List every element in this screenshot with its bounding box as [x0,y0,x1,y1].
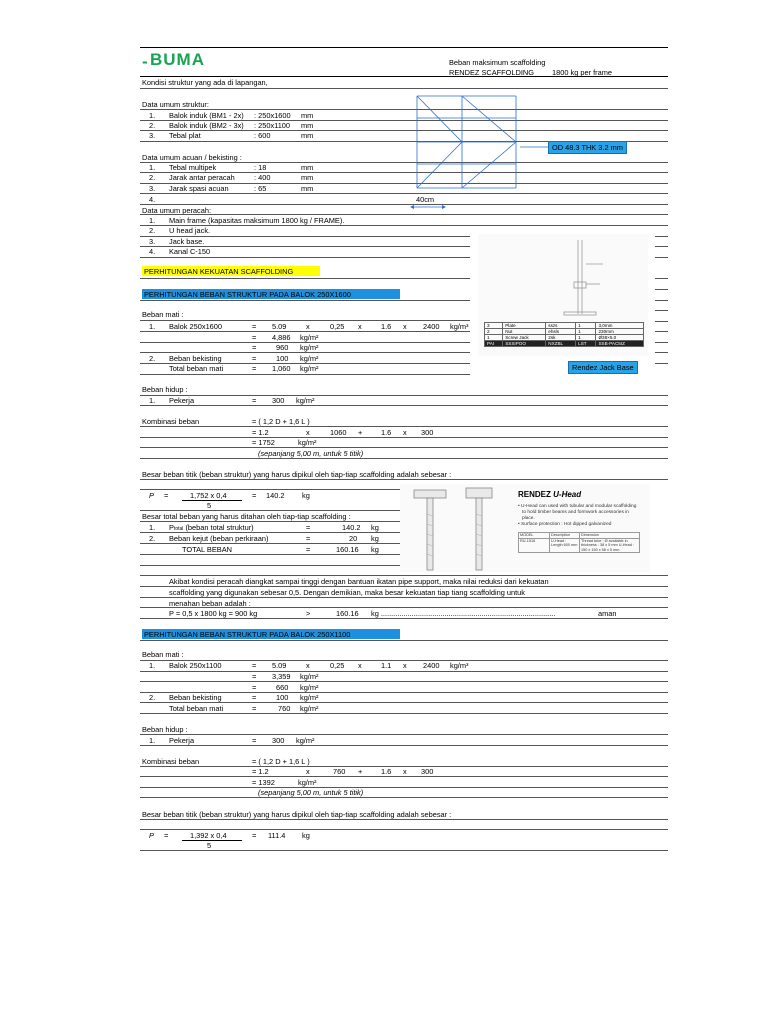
s2-k3-unit: kg/m² [298,778,317,787]
s1-r4-eq: = [252,396,257,405]
s1-t2-eq: = [306,534,311,543]
s1-k3-unit: kg/m² [298,438,317,447]
s1-akibat-4gt: > [306,609,311,618]
s2-p-unit: kg [302,831,310,840]
s1-akibat-3: menahan beban adalah : [169,599,251,608]
balok1600-title: PERHITUNGAN BEBAN STRUKTUR PADA BALOK 250X1600 [144,290,351,299]
s1-t1-eq: = [306,523,311,532]
s1-t2-label: Beban kejut (beban perkiraan) [169,534,269,543]
s2-k2-x: x [306,767,310,776]
s1-k3-val: = 1752 [252,438,275,447]
acuan-label: Jarak spasi acuan [169,184,229,193]
s1-k2-a: = 1.2 [252,428,269,437]
s1-p-unit: kg [302,491,310,500]
u-head-title: RENDEZ [518,490,551,499]
s1-t2-no: 2. [149,534,156,543]
s1-r2-label: Beban bekisting [169,354,222,363]
u-head-bullet: • Surface protection : Hot dipped galvanized [518,522,612,527]
s1-t3-eq: = [306,545,311,554]
s1-k2-d: 300 [421,428,434,437]
s1-r2-eq: = [252,354,257,363]
s1-p-eq: = [164,491,169,500]
s2-r1b-unit: kg/m² [300,672,319,681]
s2-p-val: 111.4 [268,831,286,840]
s2-k1: = ( 1,2 D + 1,6 L ) [252,757,310,766]
s1-r4-unit: kg/m² [296,396,315,405]
s2-r4-unit: kg/m² [296,736,315,745]
s1-p-sym: P [149,491,154,500]
s1-beban-hidup: Beban hidup : [142,385,188,394]
struktur-heading: Data umum struktur: [142,100,209,109]
u-head-bullet: place. [522,516,535,521]
s1-k1: = ( 1,2 D + 1,6 L ) [252,417,310,426]
acuan-value: : 65 [254,184,267,193]
s2-k2-x2: x [403,767,407,776]
s2-besar: Besar beban titik (beban struktur) yang harus dipikul oleh tiap-tiap scaffolding adalah sebesar : [142,810,452,819]
scaffold-frame-diagram [412,92,532,212]
peracah-label: U head jack. [169,226,211,235]
s2-p-eq: = [164,831,169,840]
s2-r2-unit: kg/m² [300,693,319,702]
acuan-label: Tebal multipek [169,163,217,172]
s1-r1c-val: 960 [276,343,289,352]
s1-t1-unit: kg [371,523,379,532]
struktur-value: : 250x1600 [254,111,291,120]
info-line-2-label: RENDEZ SCAFFOLDING [449,68,534,77]
s2-k4: (sepanjang 5,00 m, untuk 5 titik) [258,788,364,797]
od-pointer-line [520,140,550,154]
peracah-no: 4. [149,247,156,256]
struktur-no: 3. [149,131,156,140]
s1-t1-label: (beban total struktur) [185,523,254,532]
s1-r1b-unit: kg/m² [300,333,319,342]
peracah-label: Kanal C-150 [169,247,211,256]
s2-r1-x3: x [403,661,407,670]
s1-r1-unit: kg/m³ [450,322,469,331]
jack-base-image [478,234,648,356]
peracah-no: 2. [149,226,156,235]
s2-r2-label: Beban bekisting [169,693,222,702]
s1-t3-unit: kg [371,545,379,554]
jack-base-label: Rendez Jack Base [568,361,638,374]
s1-p-eq2: = [252,491,257,500]
s2-r4-no: 1. [149,736,156,745]
s2-p-den: 5 [207,841,212,850]
s1-k4: (sepanjang 5,00 m, untuk 5 titik) [258,449,364,458]
s2-p-eq2: = [252,831,257,840]
s1-t1-val: 140.2 [342,523,361,532]
s1-akibat-4b: 160.16 [336,609,359,618]
struktur-unit: mm [301,121,314,130]
acuan-value: : 18 [254,163,267,172]
perhitungan-title: PERHITUNGAN KEKUATAN SCAFFOLDING [144,267,294,276]
acuan-no: 3. [149,184,156,193]
s2-r1-no: 1. [149,661,156,670]
struktur-no: 1. [149,111,156,120]
s1-akibat-2: scaffolding yang digunakan sebesar 0,5. Dengan demikian, maka besar kekuatan tiap tiang scaffolding untuk [169,588,525,597]
s2-r1-b: 0,25 [330,661,345,670]
s1-r1-d: 2400 [423,322,440,331]
s2-r2-eq: = [252,693,257,702]
s1-r3-unit: kg/m² [300,364,319,373]
width-label: 40cm [416,195,435,204]
s1-r1c-unit: kg/m² [300,343,319,352]
s1-p-num: 1,752 x 0,4 [190,491,227,500]
s2-k2-a: = 1.2 [252,767,269,776]
s1-r1-x1: x [306,322,310,331]
jack-base-table: 3 Plate sszs 1 3,0mm 2 Nut ehsls 1 230mm 1 Screw Jack 2sk 1 Ø38×5.0 PAI SSSIPOO NXZBL LST SSB·PAC5IZ [484,322,644,347]
s2-r3-eq: = [252,704,257,713]
s2-k2-p: + [358,767,363,776]
s2-r4-label: Pekerja [169,736,195,745]
peracah-no: 3. [149,237,156,246]
info-line-2-value: 1800 kg per frame [552,68,612,77]
s1-r3-label: Total beban mati [169,364,224,373]
struktur-label: Balok induk (BM1 - 2x) [169,111,244,120]
s2-r1-label: Balok 250x1100 [169,661,222,670]
u-head-bullet: • U-Head can used with tubular and modular scaffolding [518,504,637,509]
s1-besar: Besar beban titik (beban struktur) yang harus dipikul oleh tiap-tiap scaffolding adalah sebesar : [142,470,452,479]
s1-p-val: 140.2 [266,491,285,500]
s1-r1-x3: x [403,322,407,331]
s2-beban-hidup: Beban hidup : [142,725,188,734]
s1-r2-unit: kg/m² [300,354,319,363]
struktur-no: 2. [149,121,156,130]
s1-r2-val: 100 [276,354,289,363]
acuan-no: 4. [149,195,156,204]
s1-r1b-val: 4,886 [272,333,291,342]
s2-r3-label: Total beban mati [169,704,224,713]
s2-r1-a: 5.09 [272,661,287,670]
s2-kombinasi: Kombinasi beban [142,757,200,766]
s2-r4-eq: = [252,736,257,745]
s1-t3-val: 160.16 [336,545,359,554]
struktur-unit: mm [301,131,314,140]
peracah-label: Jack base. [169,237,205,246]
s1-k2-p: + [358,428,363,437]
s1-r3-val: 1,060 [272,364,291,373]
s2-k2-c: 1.6 [381,767,392,776]
s2-r1b-eq: = [252,672,257,681]
s2-r1-d: 2400 [423,661,440,670]
info-line-1: Beban maksimum scaffolding [449,58,546,67]
struktur-unit: mm [301,111,314,120]
peracah-label: Main frame (kapasitas maksimum 1800 kg / FRAME). [169,216,345,225]
od-label: OD 48.3 THK 3.2 mm [548,141,627,154]
peracah-heading: Data umum peracah: [142,206,212,215]
s1-r1-x2: x [358,322,362,331]
balok1100-title: PERHITUNGAN BEBAN STRUKTUR PADA BALOK 250X1100 [144,630,351,639]
s2-r1-x1: x [306,661,310,670]
s1-r3-eq: = [252,364,257,373]
s1-t1-p: P [169,523,174,532]
acuan-unit: mm [301,163,314,172]
kondisi-text: Kondisi struktur yang ada di lapangan, [142,78,268,87]
s1-p-den: 5 [207,501,212,510]
s1-t2-unit: kg [371,534,379,543]
u-head-bullet: to hold timber beams and formwork accessories in [522,510,629,515]
acuan-no: 1. [149,163,156,172]
s1-r2-no: 2. [149,354,156,363]
u-head-image [400,484,650,572]
acuan-no: 2. [149,173,156,182]
acuan-value: : 400 [254,173,271,182]
s2-r1-x2: x [358,661,362,670]
struktur-label: Balok induk (BM2 - 3x) [169,121,244,130]
s2-k2-b: 760 [333,767,346,776]
struktur-value: : 600 [254,131,271,140]
s1-k2-c: 1.6 [381,428,392,437]
s1-akibat-1: Akibat kondisi peracah diangkat sampai tinggi dengan bantuan ikatan pipe support, maka nilai reduksi dari kekuatan [169,577,549,586]
s2-r1b-val: 3,359 [272,672,291,681]
s2-k3-val: = 1392 [252,778,275,787]
struktur-value: : 250x1100 [254,121,291,130]
s1-t1-sub: total [173,526,184,532]
s1-r1-no: 1. [149,322,156,331]
struktur-label: Tebal plat [169,131,201,140]
s2-p-num: 1,392 x 0,4 [190,831,227,840]
s2-r1c-eq: = [252,683,257,692]
s1-kombinasi: Kombinasi beban [142,417,200,426]
s2-r1c-unit: kg/m² [300,683,319,692]
s1-r1c-eq: = [252,343,257,352]
s1-t2-val: 20 [349,534,358,543]
s2-r4-val: 300 [272,736,285,745]
s1-k2-b: 1060 [330,428,347,437]
s1-r1-a: 5.09 [272,322,287,331]
s1-akibat-4a: P = 0,5 x 1800 kg = 900 kg [169,609,258,618]
s2-r1-unit: kg/m³ [450,661,469,670]
width-arrow [410,203,446,211]
s1-total-heading: Besar total beban yang harus ditahan oleh tiap-tiap scaffolding : [142,512,351,521]
s1-akibat-4d: aman [598,609,617,618]
s2-r1-eq: = [252,661,257,670]
s1-t3-label: TOTAL BEBAN [182,545,232,554]
buma-logo: - BUMA [142,50,205,71]
s2-beban-mati: Beban mati : [142,650,184,659]
s1-t1-no: 1. [149,523,156,532]
s1-r1-eq: = [252,322,257,331]
peracah-no: 1. [149,216,156,225]
s2-r1c-val: 660 [276,683,289,692]
s1-r4-label: Pekerja [169,396,195,405]
s1-k2-x2: x [403,428,407,437]
s1-r1b-eq: = [252,333,257,342]
s1-r4-val: 300 [272,396,285,405]
s2-k2-d: 300 [421,767,434,776]
s2-r3-unit: kg/m² [300,704,319,713]
s1-r1-b: 0,25 [330,322,345,331]
acuan-unit: mm [301,173,314,182]
s2-p-sym: P [149,831,154,840]
s1-r1-c: 1.6 [381,322,392,331]
acuan-label: Jarak antar peracah [169,173,235,182]
s2-r2-no: 2. [149,693,156,702]
s1-k2-x: x [306,428,310,437]
s2-r2-val: 100 [276,693,289,702]
s1-beban-mati: Beban mati : [142,310,184,319]
s1-akibat-4c: kg ..................................................................................... [371,609,556,618]
s2-r1-c: 1.1 [381,661,392,670]
acuan-unit: mm [301,184,314,193]
u-head-table: MODEL Description Dimension RU-1516 U-Head : Length 600 mm Thread tube : Ø available in thickness : 38 x 5 mm U-Head : 150 x 150 x 58 x 5 mm [518,532,640,553]
s1-r4-no: 1. [149,396,156,405]
s1-r1-label: Balok 250x1600 [169,322,223,331]
acuan-heading: Data umum acuan / bekisting : [142,153,242,162]
s2-r3-val: 760 [278,704,291,713]
u-head-title-italic: U-Head [553,490,582,499]
